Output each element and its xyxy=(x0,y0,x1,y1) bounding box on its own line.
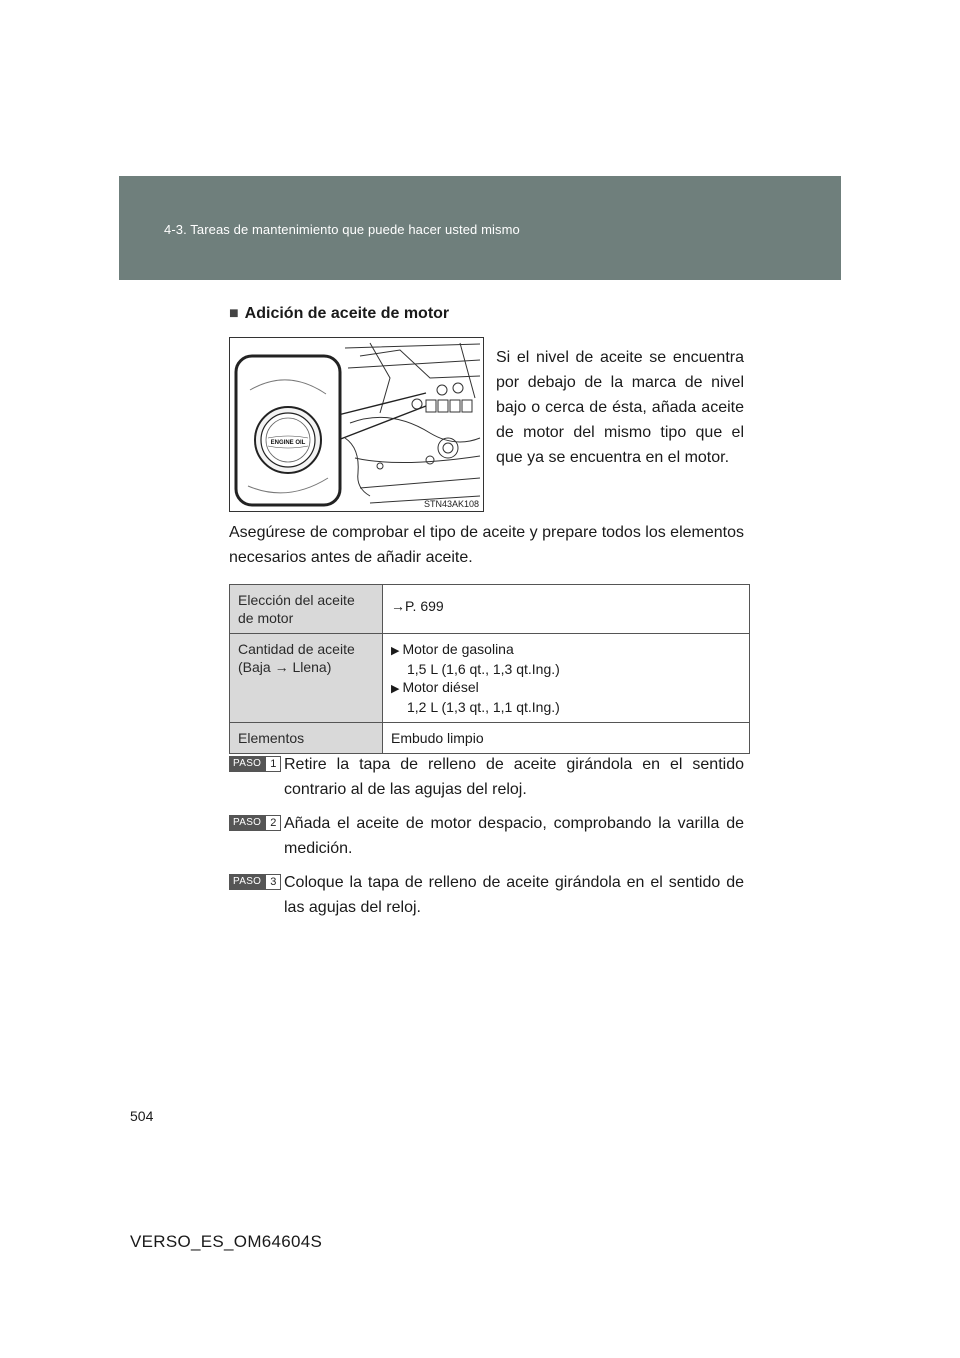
header-band xyxy=(119,176,841,280)
oil-spec-table xyxy=(229,584,750,754)
table-value-items: Embudo limpio xyxy=(383,723,750,754)
quantity-label-line1: Cantidad de aceite xyxy=(238,641,355,657)
step-item xyxy=(229,870,744,920)
table-label-oil-choice: Elección del aceite de motor xyxy=(230,585,383,634)
step-badge: PASO 3 xyxy=(229,874,281,890)
engine-bay-drawing xyxy=(230,338,483,511)
section-title xyxy=(229,305,449,323)
quantity-label-line2: (Baja → Llena) xyxy=(238,659,332,675)
table-row xyxy=(230,723,750,754)
step-text: Coloque la tapa de relleno de aceite girándola en el sentido de las agujas del reloj. xyxy=(284,874,744,916)
figure-code: STN43AK108 xyxy=(423,499,479,509)
footer-code: VERSO_ES_OM64604S xyxy=(130,1232,323,1251)
step-item xyxy=(229,752,744,802)
table-row xyxy=(230,585,750,634)
gasoline-title: Motor de gasolina xyxy=(402,641,514,657)
intro-paragraph: Si el nivel de aceite se encuentra por debajo de la marca de nivel bajo o cerca de ésta, añada aceite de motor del mismo tipo que el que ya se encuentra en el motor. xyxy=(496,349,744,466)
steps-list xyxy=(229,752,744,929)
engine-oil-cap-illustration xyxy=(229,337,484,512)
triangle-bullet-icon: ▶ xyxy=(391,645,400,657)
gasoline-value: 1,5 L (1,6 qt., 1,3 qt.Ing.) xyxy=(407,661,560,677)
table-label-oil-quantity xyxy=(230,634,383,723)
step-item xyxy=(229,811,744,861)
section-bullet: ■ xyxy=(229,305,239,322)
diesel-value: 1,2 L (1,3 qt., 1,1 qt.Ing.) xyxy=(407,699,560,715)
step-text: Añada el aceite de motor despacio, comprobando la varilla de medición. xyxy=(284,815,744,857)
step-text: Retire la tapa de relleno de aceite girándola en el sentido contrario al de las agujas del reloj. xyxy=(284,756,744,798)
step-badge: PASO 1 xyxy=(229,756,281,772)
svg-text:ENGINE OIL: ENGINE OIL xyxy=(270,440,306,446)
diesel-title: Motor diésel xyxy=(402,679,479,695)
step-badge: PASO 2 xyxy=(229,815,281,831)
section-title-text: Adición de aceite de motor xyxy=(244,305,450,322)
breadcrumb: 4-3. Tareas de mantenimiento que puede hacer usted mismo xyxy=(164,222,520,237)
table-value-oil-choice: →P. 699 xyxy=(383,585,750,634)
triangle-bullet-icon: ▶ xyxy=(391,683,400,695)
table-value-oil-quantity xyxy=(383,634,750,723)
table-row xyxy=(230,634,750,723)
table-label-items: Elementos xyxy=(230,723,383,754)
note-paragraph: Asegúrese de comprobar el tipo de aceite y prepare todos los elementos necesarios antes de añadir aceite. xyxy=(229,524,744,566)
page-number: 504 xyxy=(130,1108,154,1124)
